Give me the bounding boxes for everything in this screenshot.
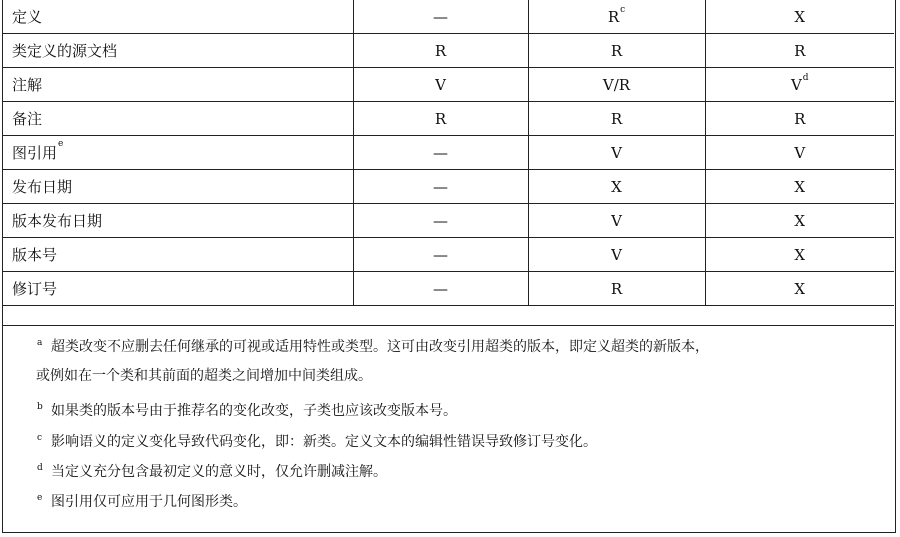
- cell-text: V: [611, 245, 622, 264]
- cell-text: 备注: [12, 110, 43, 128]
- table-row: [3, 136, 894, 170]
- footnote-text: 超类改变不应删去任何继承的可视或适用特性或类型。这可由改变引用超类的版本，即定义超类的新版本，: [51, 339, 709, 355]
- table-row: [3, 238, 894, 272]
- cell-text: —: [433, 177, 448, 196]
- cell-col3: [705, 204, 894, 238]
- footnotes: [3, 325, 894, 510]
- cell-text: R: [434, 41, 447, 60]
- footnote-d: [37, 458, 387, 487]
- cell-text: R: [607, 7, 620, 26]
- row-name: [3, 102, 353, 136]
- row-name: [3, 272, 353, 306]
- cell-text: R: [610, 41, 623, 60]
- cell-text: —: [433, 7, 448, 26]
- row-name: [3, 204, 353, 238]
- cell-col3: [705, 238, 894, 272]
- footnote-mark: a: [37, 338, 43, 348]
- cell-text: 版本发布日期: [12, 212, 103, 230]
- table-row: [3, 170, 894, 204]
- cell-col3: [705, 34, 894, 68]
- cell-text: V: [794, 143, 806, 162]
- cell-text: 修订号: [12, 280, 58, 298]
- cell-col2: [528, 68, 705, 102]
- cell-text: 类定义的源文档: [12, 42, 118, 60]
- cell-col2: [528, 34, 705, 68]
- footnote-ref: d: [802, 72, 809, 83]
- cell-col1: [353, 0, 528, 34]
- cell-col1: [353, 170, 528, 204]
- cell-text: R: [794, 41, 806, 60]
- cell-text: X: [794, 7, 806, 26]
- footnote-a: [36, 333, 709, 391]
- cell-col1: [353, 136, 528, 170]
- row-name: [3, 170, 353, 204]
- cell-text: V: [790, 75, 802, 94]
- table-row: [3, 68, 894, 102]
- page-frame: [2, 0, 896, 533]
- cell-col3: [705, 0, 894, 34]
- footnote-mark: c: [37, 433, 43, 443]
- cell-col2: [528, 102, 705, 136]
- footnote-b: [37, 397, 457, 426]
- table-row: [3, 34, 894, 68]
- cell-text: 版本号: [12, 246, 58, 264]
- table-row: [3, 0, 894, 34]
- cell-text: X: [794, 279, 806, 298]
- cell-text: 定义: [12, 8, 43, 26]
- cell-col2: [528, 238, 705, 272]
- footnote-ref: c: [620, 4, 626, 15]
- table-row: [3, 204, 894, 238]
- cell-col1: [353, 102, 528, 136]
- cell-col2: [528, 272, 705, 306]
- row-name: [3, 0, 353, 34]
- footnote-e: [37, 488, 247, 517]
- cell-text: V: [611, 211, 622, 230]
- cell-text: X: [794, 211, 806, 230]
- property-change-table: [3, 0, 894, 306]
- footnote-mark: e: [37, 493, 43, 503]
- footnote-c: [37, 428, 597, 457]
- cell-text: V: [435, 75, 446, 94]
- cell-col3: [705, 136, 894, 170]
- footnote-ref: e: [58, 139, 64, 149]
- row-name: [3, 68, 353, 102]
- cell-text: V/R: [602, 75, 631, 94]
- cell-text: 发布日期: [12, 178, 73, 196]
- cell-text: R: [434, 109, 447, 128]
- cell-text: X: [611, 177, 622, 196]
- footnote-text: 影响语义的定义变化导致代码变化，即：新类。定义文本的编辑性错误导致修订号变化。: [51, 434, 597, 450]
- cell-text: R: [794, 109, 806, 128]
- footnote-text: 如果类的版本号由于推荐名的变化改变，子类也应该改变版本号。: [51, 403, 457, 419]
- row-name: [3, 34, 353, 68]
- footnote-text: 当定义充分包含最初定义的意义时，仅允许删减注解。: [51, 464, 387, 480]
- cell-text: 图引用: [12, 144, 58, 162]
- cell-text: —: [433, 245, 448, 264]
- cell-col2: [528, 204, 705, 238]
- cell-col3: [705, 272, 894, 306]
- footnote-text-continued: 或例如在一个类和其前面的超类之间增加中间类组成。: [36, 368, 372, 384]
- cell-col3: [705, 102, 894, 136]
- cell-text: X: [794, 245, 806, 264]
- cell-col2: [528, 0, 705, 34]
- footnote-text: 图引用仅可应用于几何图形类。: [51, 494, 247, 510]
- table-row: [3, 272, 894, 306]
- cell-col3: [705, 170, 894, 204]
- cell-text: —: [433, 279, 448, 298]
- cell-col1: [353, 34, 528, 68]
- table-row: [3, 102, 894, 136]
- row-name: [3, 238, 353, 272]
- cell-col2: [528, 136, 705, 170]
- cell-text: V: [611, 143, 622, 162]
- row-name: [3, 136, 353, 170]
- cell-col1: [353, 68, 528, 102]
- cell-text: —: [433, 211, 448, 230]
- footnote-mark: b: [37, 402, 43, 412]
- cell-col2: [528, 170, 705, 204]
- cell-col1: [353, 204, 528, 238]
- footnote-mark: d: [37, 463, 43, 473]
- cell-text: R: [610, 279, 623, 298]
- cell-text: X: [794, 177, 806, 196]
- cell-col3: [705, 68, 894, 102]
- cell-text: 注解: [12, 76, 43, 94]
- cell-col1: [353, 238, 528, 272]
- cell-text: —: [433, 143, 448, 162]
- cell-text: R: [610, 109, 623, 128]
- cell-col1: [353, 272, 528, 306]
